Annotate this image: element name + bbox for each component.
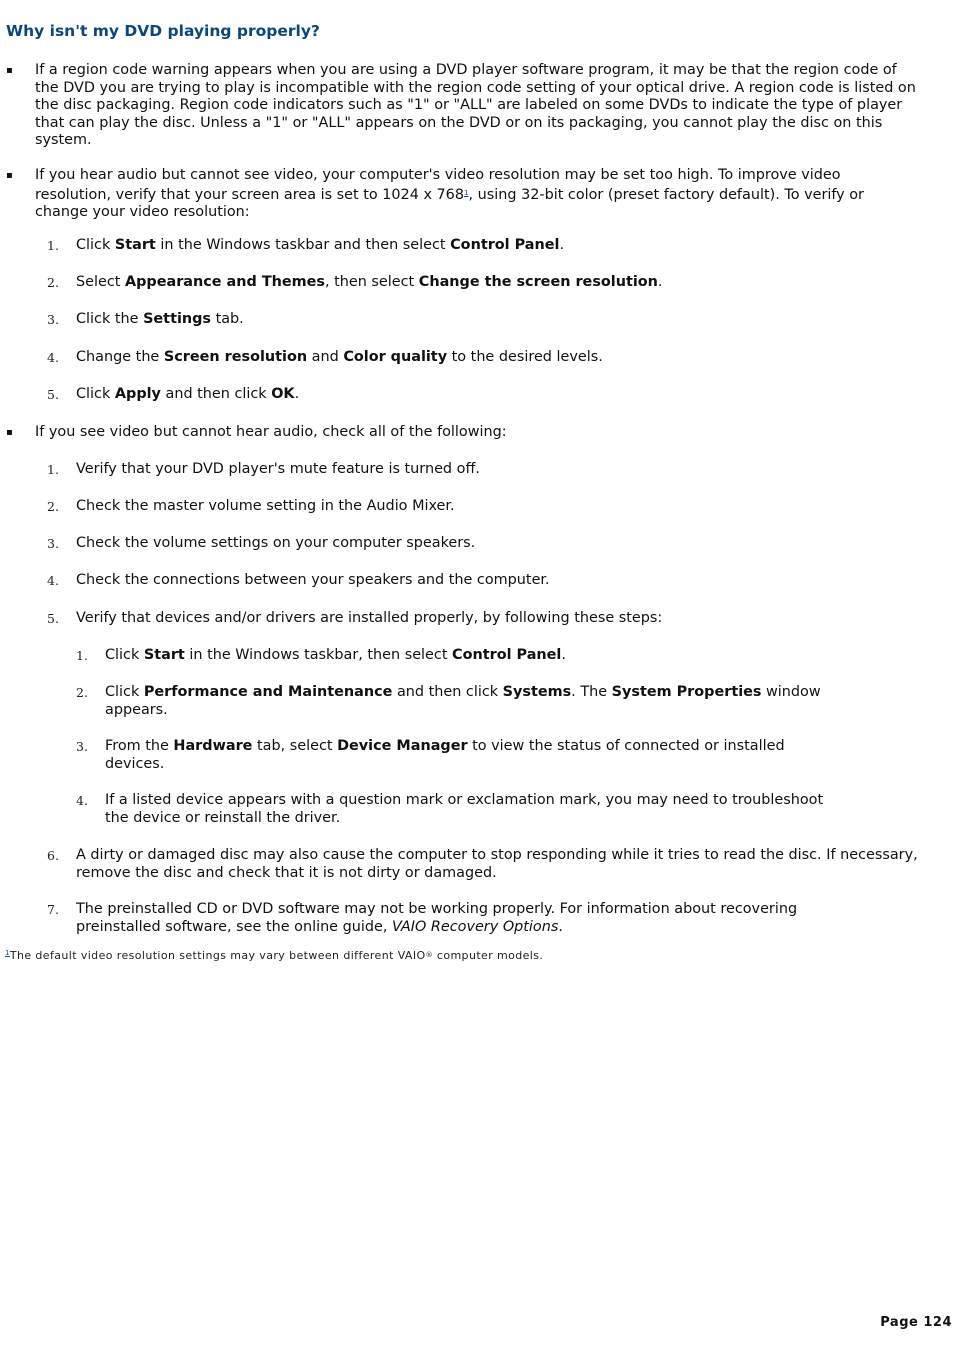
step-text: Verify that your DVD player's mute feature is turned off. (76, 461, 480, 477)
substep-number: 3. (76, 739, 88, 754)
bullet-marker: ▪ (6, 427, 13, 438)
step-number: 6. (47, 848, 59, 863)
step-number: 5. (47, 611, 59, 626)
step-text: Verify that devices and/or drivers are installed properly, by following these steps: (76, 610, 663, 626)
paragraph-text: If you hear audio but cannot see video, your computer's video resolution may be set too high. To improve video resolution, verify that your screen area is set to 1024 x 768 (35, 167, 841, 203)
footnote (5, 945, 543, 965)
step-number: 7. (47, 902, 59, 917)
bullet-marker: ▪ (6, 65, 13, 76)
paragraph-audio: If you see video but cannot hear audio, check all of the following: (35, 424, 507, 440)
substep-text: Click Start in the Windows taskbar, then select Control Panel. (105, 647, 566, 663)
step-text: Click the Settings tab. (76, 311, 244, 327)
step-number: 2. (47, 499, 59, 514)
step-text: Check the volume settings on your computer speakers. (76, 535, 476, 551)
registered-mark: ® (425, 951, 433, 959)
bullet-marker: ▪ (6, 170, 13, 181)
page-number: Page 124 (880, 1315, 952, 1330)
step-text: Check the master volume setting in the Audio Mixer. (76, 498, 455, 514)
step-text: The preinstalled CD or DVD software may not be working properly. For information about recovering preinstalled software, see the online guide, VAIO Recovery Options. (76, 901, 798, 935)
step-text: Change the Screen resolution and Color quality to the desired levels. (76, 349, 603, 365)
step-text: A dirty or damaged disc may also cause the computer to stop responding while it tries to read the disc. If necessary, remove the disc and check that it is not dirty or damaged. (76, 847, 918, 881)
footnote-anchor[interactable]: 1 (5, 949, 10, 957)
paragraph-region-code: If a region code warning appears when you are using a DVD player software program, it may be that the region code of the DVD you are trying to play is incompatible with the region code setting of your optical drive. A region code is listed on the disc packaging. Region code indicators such as "1" or "ALL" are labeled on some DVDs to indicate the type of player that can play the disc. Unless a "1" or "ALL" appears on the DVD or on its packaging, you cannot play the disc on this system. (35, 62, 916, 148)
step-text: Check the connections between your speakers and the computer. (76, 572, 550, 588)
substep-number: 4. (76, 793, 88, 808)
step-number: 3. (47, 536, 59, 551)
step-number: 2. (47, 275, 59, 290)
step-number: 1. (47, 238, 59, 253)
step-number: 5. (47, 387, 59, 402)
footnote-text: The default video resolution settings may vary between different VAIO (9, 949, 426, 962)
step-text: Select Appearance and Themes, then select Change the screen resolution. (76, 274, 663, 290)
page-title: Why isn't my DVD playing properly? (6, 22, 320, 40)
substep-number: 2. (76, 685, 88, 700)
step-number: 4. (47, 350, 59, 365)
substep-text: From the Hardware tab, select Device Manager to view the status of connected or installed devices. (105, 738, 785, 772)
step-number: 3. (47, 312, 59, 327)
substep-text: If a listed device appears with a question mark or exclamation mark, you may need to troubleshoot the device or reinstall the driver. (105, 792, 824, 826)
substep-text: Click Performance and Maintenance and then click Systems. The System Properties window appears. (105, 684, 821, 718)
paragraph-text: , using 32-bit color (preset factory default). To verify or change your video resolution: (35, 186, 864, 220)
guide-title: VAIO Recovery Options (392, 918, 559, 935)
footnote-text: computer models. (432, 949, 544, 962)
substep-number: 1. (76, 648, 88, 663)
step-text: Click Apply and then click OK. (76, 386, 300, 402)
step-text: Click Start in the Windows taskbar and then select Control Panel. (76, 237, 565, 253)
step-number: 1. (47, 462, 59, 477)
footnote-link[interactable]: 1 (464, 188, 469, 197)
step-number: 4. (47, 573, 59, 588)
paragraph-video-resolution (35, 167, 920, 222)
